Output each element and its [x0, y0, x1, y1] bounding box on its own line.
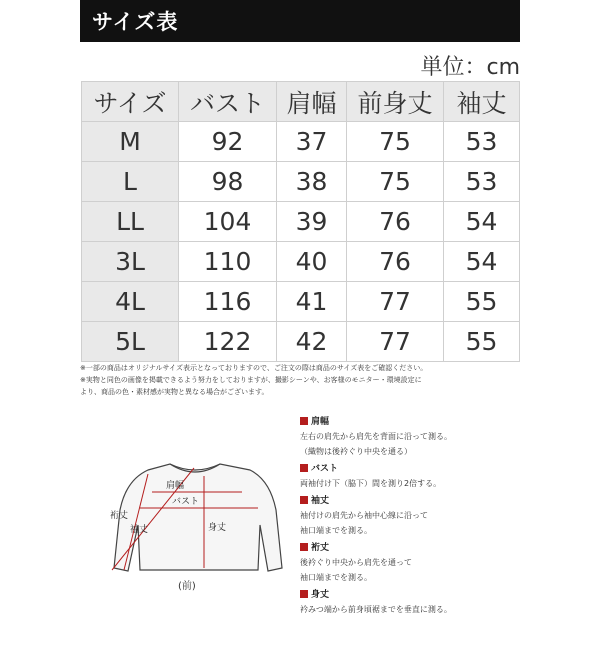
- bust-label: バスト: [172, 497, 200, 507]
- column-header: 袖丈: [444, 82, 520, 122]
- table-header-row: [82, 82, 520, 122]
- table-cell: 76: [347, 202, 444, 242]
- definition-text: 袖口端までを測る。: [300, 573, 372, 582]
- definition-item: [300, 589, 520, 617]
- table-row: [82, 122, 520, 162]
- diagram-caption: (前): [178, 581, 196, 592]
- square-bullet-icon: [300, 496, 308, 504]
- column-header: サイズ: [82, 82, 179, 122]
- sweatshirt-outline: [114, 464, 282, 571]
- definition-text: 袖付けの肩先から袖中心線に沿って: [300, 511, 428, 520]
- notes: [80, 362, 520, 398]
- square-bullet-icon: [300, 417, 308, 425]
- definition-item: [300, 542, 520, 585]
- note-line: ※実物と同色の画像を掲載できるよう努力をしておりますが、撮影シーンや、お客様のモニター・環境設定に: [80, 376, 422, 384]
- title-bar: [80, 0, 520, 42]
- table-row: [82, 202, 520, 242]
- table-row: [82, 282, 520, 322]
- page-title: サイズ表: [92, 10, 179, 34]
- shoulder-label: 肩幅: [166, 481, 185, 491]
- square-bullet-icon: [300, 464, 308, 472]
- definition-text: 衿みつ端から前身頃裾までを垂直に測る。: [300, 605, 452, 614]
- yuki-label: 裄丈: [110, 511, 129, 521]
- square-bullet-icon: [300, 543, 308, 551]
- garment-diagram: [100, 440, 290, 600]
- table-cell: 39: [277, 202, 347, 242]
- body-length-label: 身丈: [208, 523, 227, 533]
- column-header: 肩幅: [277, 82, 347, 122]
- table-cell: 55: [444, 322, 520, 362]
- table-cell: 116: [179, 282, 277, 322]
- table-cell: 54: [444, 202, 520, 242]
- table-cell: 54: [444, 242, 520, 282]
- size-cell: 4L: [82, 282, 179, 322]
- table-row: [82, 162, 520, 202]
- table-cell: 92: [179, 122, 277, 162]
- definition-item: [300, 463, 520, 491]
- size-table: [81, 81, 520, 362]
- column-header: バスト: [179, 82, 277, 122]
- table-cell: 110: [179, 242, 277, 282]
- table-cell: 75: [347, 122, 444, 162]
- table-cell: 75: [347, 162, 444, 202]
- definition-text: （織物は後衿ぐり中央を通る）: [300, 447, 412, 456]
- definition-item: [300, 495, 520, 538]
- sleeve-label: 袖丈: [130, 525, 149, 535]
- size-cell: 3L: [82, 242, 179, 282]
- size-cell: LL: [82, 202, 179, 242]
- table-cell: 122: [179, 322, 277, 362]
- table-cell: 41: [277, 282, 347, 322]
- definition-title: 肩幅: [311, 417, 330, 427]
- definition-text: 左右の肩先から肩先を背面に沿って測る。: [300, 432, 452, 441]
- measurement-definitions: [300, 416, 520, 621]
- table-cell: 53: [444, 162, 520, 202]
- definition-text: 袖口端までを測る。: [300, 526, 372, 535]
- table-cell: 77: [347, 322, 444, 362]
- size-cell: M: [82, 122, 179, 162]
- definition-title: 身丈: [311, 590, 330, 600]
- table-cell: 37: [277, 122, 347, 162]
- table-cell: 55: [444, 282, 520, 322]
- note-line: ※一部の商品はオリジナルサイズ表示となっておりますので、ご注文の際は商品のサイズ表をご確認ください。: [80, 364, 428, 372]
- definition-item: [300, 416, 520, 459]
- table-cell: 40: [277, 242, 347, 282]
- definition-title: バスト: [311, 464, 339, 474]
- definition-text: 両袖付け下（脇下）間を測り2倍する。: [300, 479, 442, 488]
- size-cell: L: [82, 162, 179, 202]
- table-cell: 104: [179, 202, 277, 242]
- table-cell: 42: [277, 322, 347, 362]
- column-header: 前身丈: [347, 82, 444, 122]
- table-cell: 77: [347, 282, 444, 322]
- table-cell: 53: [444, 122, 520, 162]
- definition-title: 袖丈: [311, 496, 330, 506]
- note-line: より、商品の色・素材感が実物と異なる場合がございます。: [80, 388, 269, 396]
- definition-text: 後衿ぐり中央から肩先を通って: [300, 558, 412, 567]
- table-cell: 76: [347, 242, 444, 282]
- definition-title: 裄丈: [311, 543, 330, 553]
- unit-label: 単位：cm: [420, 55, 520, 80]
- table-cell: 98: [179, 162, 277, 202]
- square-bullet-icon: [300, 590, 308, 598]
- table-cell: 38: [277, 162, 347, 202]
- table-row: [82, 322, 520, 362]
- size-cell: 5L: [82, 322, 179, 362]
- table-row: [82, 242, 520, 282]
